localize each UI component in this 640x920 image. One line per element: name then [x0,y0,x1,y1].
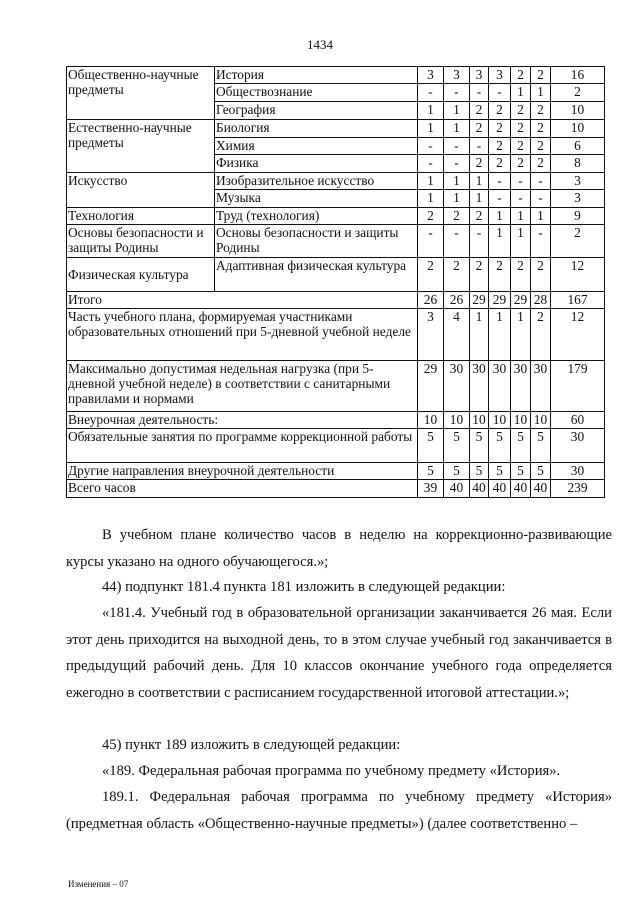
grade-hours-cell: 5 [489,429,511,463]
page-number: 1434 [307,37,333,52]
grade-hours-cell: 30 [489,361,511,412]
subject-name-cell: Труд (технология) [215,208,418,225]
grade-hours-cell: 1 [531,208,551,225]
grade-hours-cell: 30 [470,361,489,412]
grade-hours-cell: 10 [418,412,444,429]
total-hours-cell: 10 [551,120,605,138]
grade-hours-cell: 3 [489,67,511,84]
grade-hours-cell: 30 [531,361,551,412]
grade-hours-cell: 29 [489,292,511,309]
total-hours-cell: 179 [551,361,605,412]
grade-hours-cell: 5 [418,463,444,480]
subject-area-cell: Общественно-научные предметы [67,67,215,120]
total-hours-cell: 3 [551,173,605,190]
grade-hours-cell: 5 [531,429,551,463]
total-hours-cell: 3 [551,190,605,208]
subject-name-cell: Биология [215,120,418,138]
grade-hours-cell: - [531,190,551,208]
grade-hours-cell: 2 [511,258,531,292]
grade-hours-cell: 5 [511,463,531,480]
summary-row [67,480,605,498]
subject-name-cell: История [215,67,418,84]
grade-hours-cell: 1 [531,84,551,102]
grade-hours-cell: 29 [418,361,444,412]
table-row [67,258,605,292]
subject-area-cell: Физическая культура [67,258,215,292]
grade-hours-cell: 2 [489,102,511,120]
grade-hours-cell: 30 [511,361,531,412]
grade-hours-cell: 2 [470,155,489,173]
subject-name-cell: Физика [215,155,418,173]
grade-hours-cell: 3 [418,67,444,84]
grade-hours-cell: - [531,225,551,258]
summary-label-cell: Другие направления внеурочной деятельности [67,463,418,480]
grade-hours-cell: 1 [444,102,470,120]
grade-hours-cell: - [444,155,470,173]
grade-hours-cell: 2 [489,258,511,292]
grade-hours-cell: 5 [444,429,470,463]
grade-hours-cell: 5 [470,463,489,480]
grade-hours-cell: 5 [511,429,531,463]
table-row [67,208,605,225]
grade-hours-cell: 3 [470,67,489,84]
grade-hours-cell: 2 [418,258,444,292]
total-hours-cell: 239 [551,480,605,498]
grade-hours-cell: 4 [444,309,470,361]
grade-hours-cell: - [418,84,444,102]
summary-label-cell: Всего часов [67,480,418,498]
grade-hours-cell: 10 [489,412,511,429]
total-hours-cell: 30 [551,463,605,480]
grade-hours-cell: - [444,225,470,258]
grade-hours-cell: 2 [511,155,531,173]
grade-hours-cell: 1 [444,173,470,190]
grade-hours-cell: - [489,190,511,208]
subject-area-cell: Естественно-научные предметы [67,120,215,173]
grade-hours-cell: - [470,225,489,258]
footer-note: Изменения – 07 [68,879,129,889]
grade-hours-cell: 1 [489,225,511,258]
grade-hours-cell: 29 [511,292,531,309]
total-hours-cell: 167 [551,292,605,309]
subject-area-cell: Основы безопасности и защиты Родины [67,225,215,258]
grade-hours-cell: 10 [470,412,489,429]
summary-row [67,361,605,412]
summary-row [67,463,605,480]
subject-name-cell: Адаптивная физическая культура [215,258,418,292]
grade-hours-cell: 1 [511,84,531,102]
summary-row [67,292,605,309]
grade-hours-cell: 3 [444,67,470,84]
grade-hours-cell: 2 [489,120,511,138]
total-hours-cell: 9 [551,208,605,225]
total-hours-cell: 60 [551,412,605,429]
total-hours-cell: 6 [551,138,605,155]
paragraph-item-45: 45) пункт 189 изложить в следующей редакции: [102,737,401,753]
summary-label-cell: Максимально допустимая недельная нагрузка (при 5-дневной учебной неделе) в соответствии с санитарными правилами и нормами [67,361,418,412]
grade-hours-cell: 1 [418,190,444,208]
grade-hours-cell: 2 [531,120,551,138]
paragraph-courses-note: В учебном плане количество часов в неделю на коррекционно-развивающие курсы указано на одного обучающегося.»; [66,527,612,570]
paragraph-189: «189. Федеральная рабочая программа по учебному предмету «История». [102,763,561,779]
grade-hours-cell: 2 [470,120,489,138]
grade-hours-cell: - [531,173,551,190]
grade-hours-cell: 10 [531,412,551,429]
grade-hours-cell: 2 [531,138,551,155]
total-hours-cell: 12 [551,258,605,292]
grade-hours-cell: 2 [444,258,470,292]
grade-hours-cell: 40 [511,480,531,498]
grade-hours-cell: 5 [489,463,511,480]
total-hours-cell: 10 [551,102,605,120]
grade-hours-cell: 1 [418,102,444,120]
grade-hours-cell: - [511,190,531,208]
grade-hours-cell: 5 [418,429,444,463]
grade-hours-cell: - [444,138,470,155]
subject-name-cell: Музыка [215,190,418,208]
subject-name-cell: Обществознание [215,84,418,102]
summary-row [67,429,605,463]
grade-hours-cell: 1 [418,120,444,138]
table-row [67,67,605,84]
total-hours-cell: 30 [551,429,605,463]
grade-hours-cell: 29 [470,292,489,309]
grade-hours-cell: 1 [511,225,531,258]
grade-hours-cell: 40 [470,480,489,498]
grade-hours-cell: - [444,84,470,102]
grade-hours-cell: 1 [418,173,444,190]
grade-hours-cell: 39 [418,480,444,498]
grade-hours-cell: 26 [444,292,470,309]
grade-hours-cell: 2 [511,102,531,120]
total-hours-cell: 8 [551,155,605,173]
grade-hours-cell: 2 [470,258,489,292]
grade-hours-cell: 1 [444,120,470,138]
grade-hours-cell: 40 [489,480,511,498]
grade-hours-cell: 1 [489,309,511,361]
grade-hours-cell: 1 [511,208,531,225]
grade-hours-cell: 1 [489,208,511,225]
total-hours-cell: 2 [551,84,605,102]
grade-hours-cell: 40 [531,480,551,498]
subject-name-cell: Основы безопасности и защиты Родины [215,225,418,258]
grade-hours-cell: 2 [531,309,551,361]
subject-area-cell: Искусство [67,173,215,208]
grade-hours-cell: 28 [531,292,551,309]
grade-hours-cell: - [418,225,444,258]
grade-hours-cell: - [418,155,444,173]
total-hours-cell: 2 [551,225,605,258]
grade-hours-cell: 2 [418,208,444,225]
grade-hours-cell: - [418,138,444,155]
grade-hours-cell: 2 [531,67,551,84]
summary-label-cell: Итого [67,292,418,309]
subject-name-cell: Химия [215,138,418,155]
grade-hours-cell: 2 [489,155,511,173]
grade-hours-cell: 2 [511,138,531,155]
paragraph-189-1: 189.1. Федеральная рабочая программа по учебному предмету «История» (предметная область «Общественно-научные предметы») (далее соответственно – [66,789,612,832]
paragraph-181-4: «181.4. Учебный год в образовательной организации заканчивается 26 мая. Если этот день приходится на выходной день, то в этом случае учебный год заканчивается в предыдущий рабочий день. Для 10 классов окончание учебного года определяется ежегодно в соответствии с расписанием государственной итоговой аттестации.»; [66,605,612,701]
grade-hours-cell: 1 [470,309,489,361]
grade-hours-cell: 2 [511,67,531,84]
grade-hours-cell: - [489,173,511,190]
grade-hours-cell: 30 [444,361,470,412]
grade-hours-cell: 10 [444,412,470,429]
grade-hours-cell: 10 [511,412,531,429]
grade-hours-cell: 2 [444,208,470,225]
summary-label-cell: Обязательные занятия по программе коррекционной работы [67,429,418,463]
subject-name-cell: Изобразительное искусство [215,173,418,190]
grade-hours-cell: 2 [489,138,511,155]
grade-hours-cell: 3 [418,309,444,361]
grade-hours-cell: 1 [511,309,531,361]
grade-hours-cell: 5 [470,429,489,463]
grade-hours-cell: 2 [511,120,531,138]
grade-hours-cell: - [470,138,489,155]
grade-hours-cell: 2 [531,258,551,292]
grade-hours-cell: 40 [444,480,470,498]
summary-label-cell: Часть учебного плана, формируемая участниками образовательных отношений при 5-дневной учебной неделе [67,309,418,361]
grade-hours-cell: 1 [470,190,489,208]
subject-name-cell: География [215,102,418,120]
grade-hours-cell: 2 [470,102,489,120]
grade-hours-cell: 5 [444,463,470,480]
table-row [67,173,605,190]
summary-row [67,309,605,361]
table-row [67,120,605,138]
curriculum-table [66,66,605,498]
total-hours-cell: 16 [551,67,605,84]
subject-area-cell: Технология [67,208,215,225]
grade-hours-cell: 1 [444,190,470,208]
grade-hours-cell: - [470,84,489,102]
grade-hours-cell: 2 [531,102,551,120]
grade-hours-cell: 2 [531,155,551,173]
paragraph-item-44: 44) подпункт 181.4 пункта 181 изложить в следующей редакции: [102,579,506,595]
grade-hours-cell: 2 [470,208,489,225]
grade-hours-cell: 1 [470,173,489,190]
total-hours-cell: 12 [551,309,605,361]
summary-label-cell: Внеурочная деятельность: [67,412,418,429]
grade-hours-cell: - [489,84,511,102]
grade-hours-cell: - [511,173,531,190]
summary-row [67,412,605,429]
grade-hours-cell: 5 [531,463,551,480]
table-row [67,225,605,258]
grade-hours-cell: 26 [418,292,444,309]
